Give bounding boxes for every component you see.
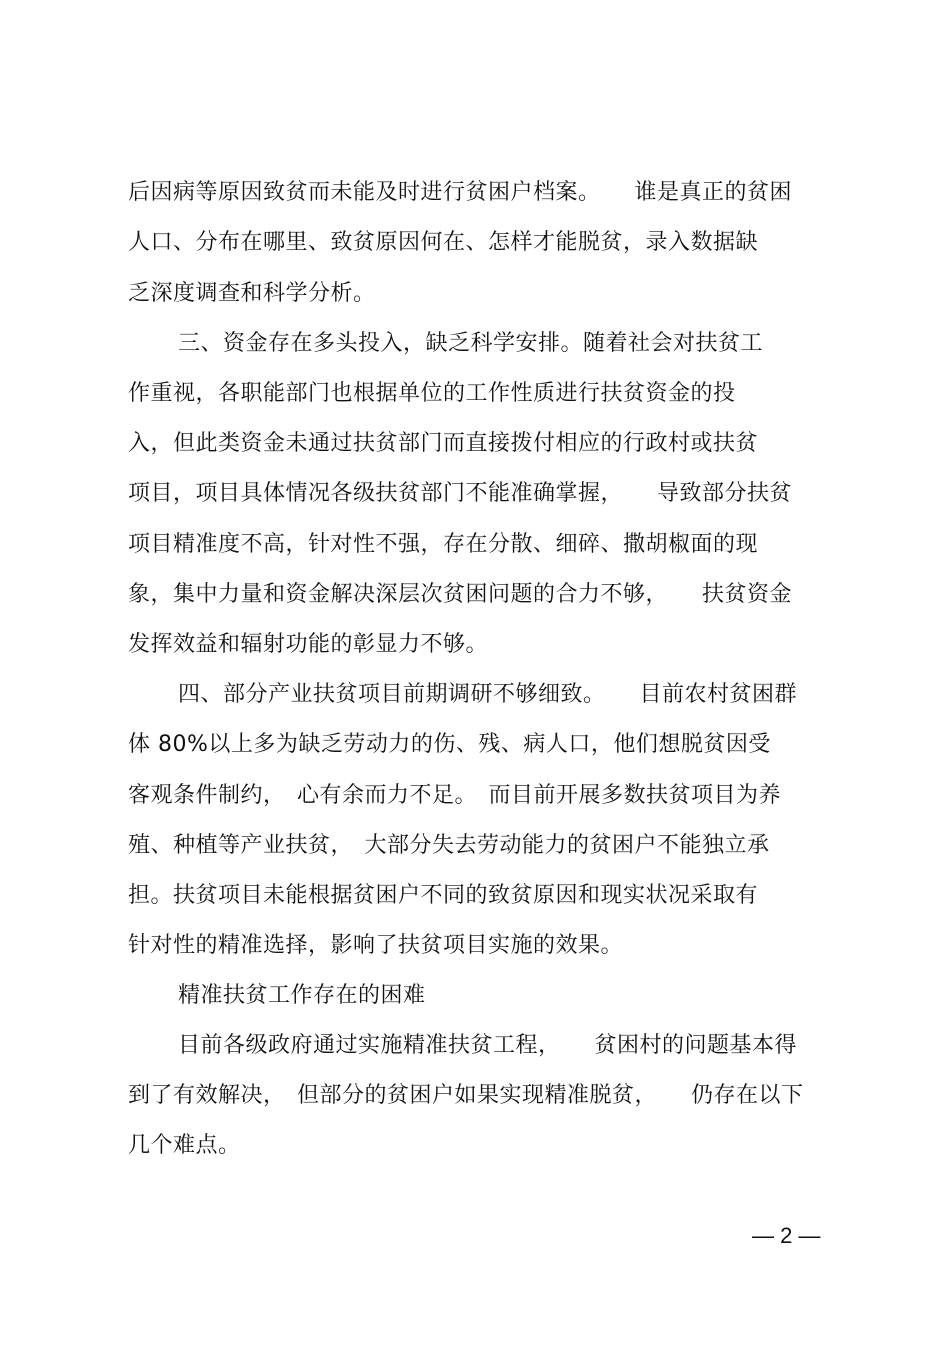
text-line: 项目，项目具体情况各级扶贫部门不能准确掌握， 导致部分扶贫 bbox=[128, 481, 793, 506]
text-line: 针对性的精准选择，影响了扶贫项目实施的效果。 bbox=[128, 933, 624, 958]
page-number: — 2 — bbox=[752, 1223, 821, 1248]
text-line: 担。扶贫项目未能根据贫困户不同的致贫原因和现实状况采取有 bbox=[128, 883, 759, 908]
text-line: 体 80%以上多为缺乏劳动力的伤、残、病人口，他们想脱贫因受 bbox=[128, 732, 771, 757]
text-line: 四、部分产业扶贫项目前期调研不够细致。 目前农村贫困群 bbox=[178, 682, 798, 707]
text-line: 客观条件制约， 心有余而力不足。 而目前开展多数扶贫项目为养 bbox=[128, 783, 782, 808]
text-line: 人口、分布在哪里、致贫原因何在、怎样才能脱贫，录入数据缺 bbox=[128, 230, 759, 255]
text-line: 殖、种植等产业扶贫， 大部分失去劳动能力的贫困户不能独立承 bbox=[128, 833, 770, 858]
text-line: 象，集中力量和资金解决深层次贫困问题的合力不够， 扶贫资金 bbox=[128, 582, 793, 607]
text-line: 三、资金存在多头投入，缺乏科学安排。随着社会对扶贫工 bbox=[178, 331, 764, 356]
text-line: 后因病等原因致贫而未能及时进行贫困户档案。 谁是真正的贫困 bbox=[128, 180, 793, 205]
text-line: 目前各级政府通过实施精准扶贫工程， 贫困村的问题基本得 bbox=[178, 1033, 798, 1058]
text-line: 作重视，各职能部门也根据单位的工作性质进行扶贫资金的投 bbox=[128, 381, 736, 406]
section-heading: 精准扶贫工作存在的困难 bbox=[178, 983, 426, 1008]
text-line: 入，但此类资金未通过扶贫部门而直接拨付相应的行政村或扶贫 bbox=[128, 431, 759, 456]
text-line: 项目精准度不高，针对性不强，存在分散、细碎、撒胡椒面的现 bbox=[128, 532, 759, 557]
text-line: 发挥效益和辐射功能的彰显力不够。 bbox=[128, 632, 489, 657]
text-line: 几个难点。 bbox=[128, 1133, 241, 1158]
text-line: 到了有效解决， 但部分的贫困户如果实现精准脱贫， 仍存在以下 bbox=[128, 1083, 804, 1108]
text-line: 乏深度调查和科学分析。 bbox=[128, 281, 376, 306]
